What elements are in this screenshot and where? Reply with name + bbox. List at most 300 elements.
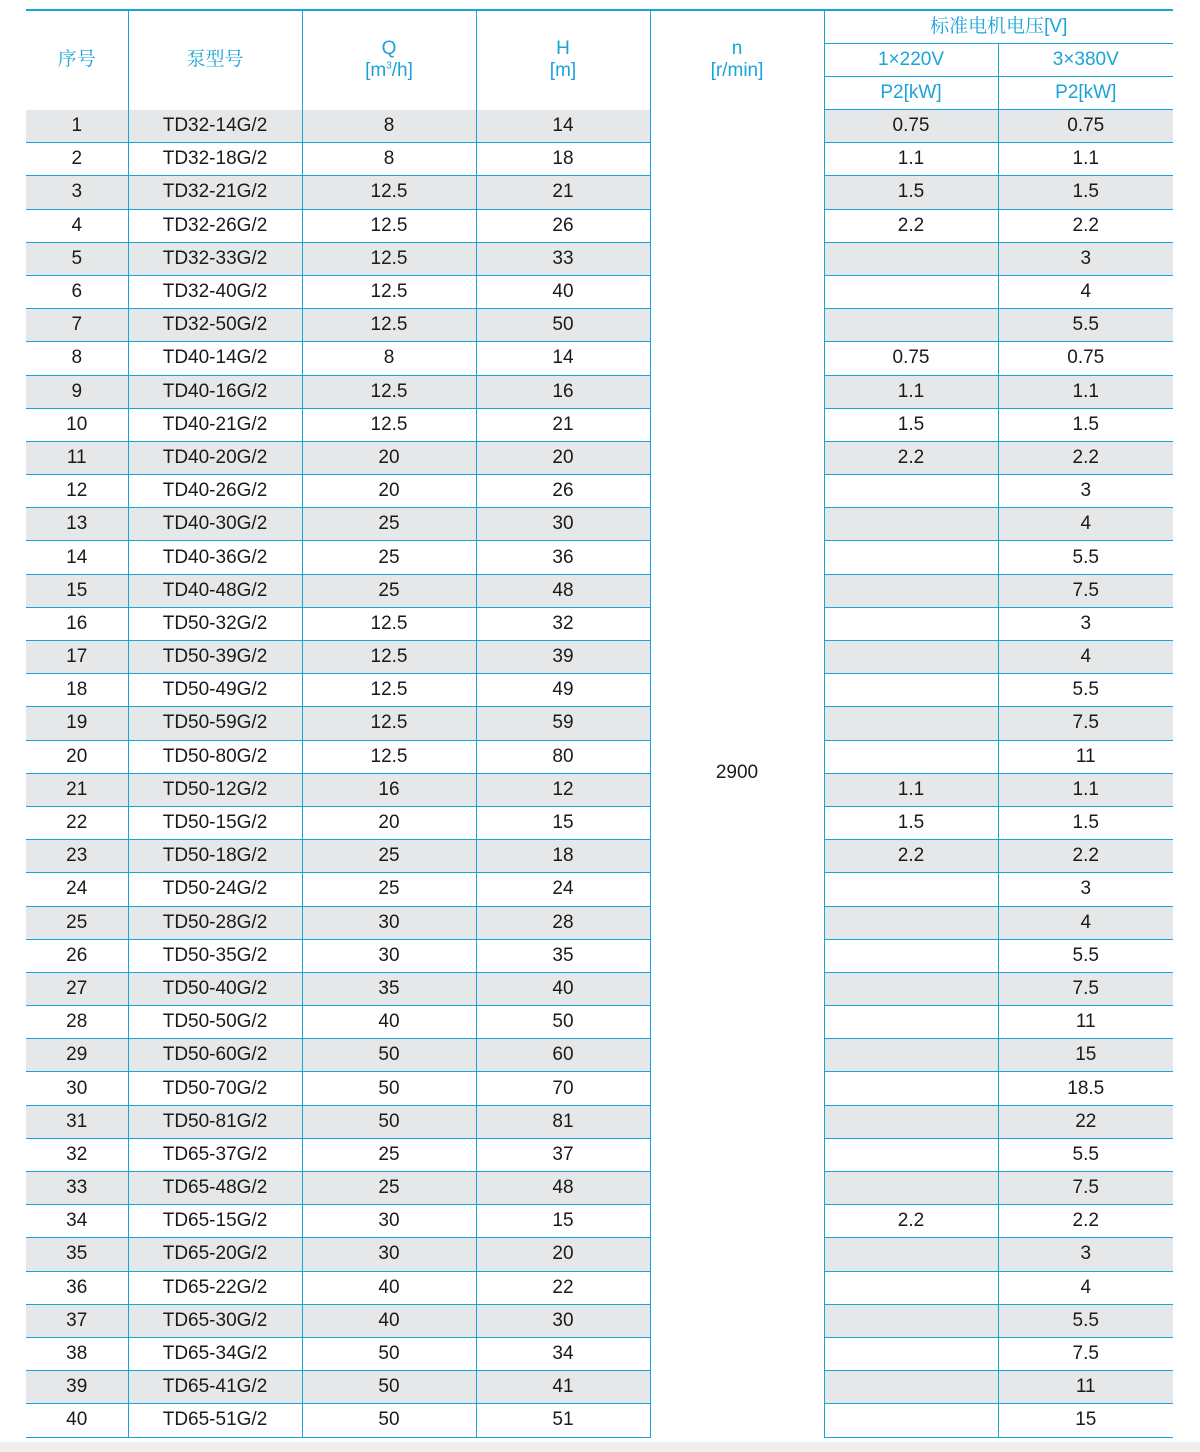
- cell-p2-220v: 0.75: [824, 342, 998, 375]
- cell-p2-220v: [824, 508, 998, 541]
- header-voltage-220: 1×220V: [824, 44, 998, 77]
- cell-q: 50: [302, 1404, 476, 1437]
- cell-h: 50: [476, 1006, 650, 1039]
- cell-h: 48: [476, 574, 650, 607]
- cell-q: 25: [302, 1172, 476, 1205]
- cell-no: 4: [26, 209, 128, 242]
- table-row: [26, 1072, 1173, 1105]
- cell-no: 33: [26, 1172, 128, 1205]
- cell-q: 25: [302, 840, 476, 873]
- cell-p2-380v: 0.75: [998, 342, 1173, 375]
- cell-h: 15: [476, 806, 650, 839]
- header-model: 泵型号: [128, 10, 302, 110]
- cell-model: TD50-50G/2: [128, 1006, 302, 1039]
- cell-no: 26: [26, 939, 128, 972]
- cell-h: 32: [476, 607, 650, 640]
- table-row: [26, 873, 1173, 906]
- cell-p2-380v: 11: [998, 1371, 1173, 1404]
- cell-p2-220v: [824, 574, 998, 607]
- cell-h: 20: [476, 1238, 650, 1271]
- cell-p2-380v: 1.1: [998, 773, 1173, 806]
- cell-no: 28: [26, 1006, 128, 1039]
- cell-p2-380v: 7.5: [998, 1337, 1173, 1370]
- cell-p2-220v: [824, 972, 998, 1005]
- cell-h: 14: [476, 110, 650, 143]
- cell-h: 39: [476, 641, 650, 674]
- cell-no: 5: [26, 242, 128, 275]
- table-row: [26, 275, 1173, 308]
- table-row: [26, 441, 1173, 474]
- cell-no: 30: [26, 1072, 128, 1105]
- cell-h: 21: [476, 176, 650, 209]
- cell-h: 34: [476, 1337, 650, 1370]
- cell-p2-380v: 5.5: [998, 939, 1173, 972]
- table-row: [26, 1105, 1173, 1138]
- cell-p2-220v: 2.2: [824, 1205, 998, 1238]
- cell-p2-220v: [824, 873, 998, 906]
- cell-p2-380v: 3: [998, 607, 1173, 640]
- table-row: [26, 242, 1173, 275]
- cell-p2-380v: 7.5: [998, 1172, 1173, 1205]
- table-row: [26, 1039, 1173, 1072]
- cell-no: 18: [26, 674, 128, 707]
- cell-model: TD65-48G/2: [128, 1172, 302, 1205]
- cell-p2-380v: 11: [998, 1006, 1173, 1039]
- table-row: [26, 1337, 1173, 1370]
- cell-model: TD65-22G/2: [128, 1271, 302, 1304]
- cell-q: 12.5: [302, 641, 476, 674]
- cell-model: TD50-39G/2: [128, 641, 302, 674]
- cell-model: TD32-18G/2: [128, 143, 302, 176]
- cell-no: 40: [26, 1404, 128, 1437]
- cell-model: TD40-48G/2: [128, 574, 302, 607]
- cell-model: TD40-36G/2: [128, 541, 302, 574]
- table-row: [26, 110, 1173, 143]
- cell-no: 29: [26, 1039, 128, 1072]
- cell-p2-380v: 1.5: [998, 408, 1173, 441]
- header-voltage-380: 3×380V: [998, 44, 1173, 77]
- cell-h: 24: [476, 873, 650, 906]
- table-row: [26, 939, 1173, 972]
- header-h-label: H: [556, 38, 570, 60]
- table-row: [26, 574, 1173, 607]
- cell-q: 8: [302, 143, 476, 176]
- cell-p2-220v: [824, 1404, 998, 1437]
- table-row: [26, 1238, 1173, 1271]
- cell-h: 16: [476, 375, 650, 408]
- cell-q: 50: [302, 1105, 476, 1138]
- cell-h: 49: [476, 674, 650, 707]
- cell-model: TD65-41G/2: [128, 1371, 302, 1404]
- cell-q: 30: [302, 1205, 476, 1238]
- header-q-label: Q: [381, 38, 397, 60]
- cell-p2-380v: 7.5: [998, 707, 1173, 740]
- header-q-unit-post: /h]: [391, 60, 413, 82]
- cell-p2-380v: 2.2: [998, 840, 1173, 873]
- cell-p2-380v: 4: [998, 906, 1173, 939]
- header-q-unit: [303, 60, 476, 82]
- cell-p2-380v: 2.2: [998, 209, 1173, 242]
- cell-no: 13: [26, 508, 128, 541]
- cell-p2-380v: 11: [998, 740, 1173, 773]
- cell-p2-380v: 5.5: [998, 309, 1173, 342]
- cell-model: TD50-70G/2: [128, 1072, 302, 1105]
- cell-p2-220v: 2.2: [824, 209, 998, 242]
- cell-model: TD32-33G/2: [128, 242, 302, 275]
- cell-p2-220v: [824, 1337, 998, 1370]
- cell-p2-380v: 3: [998, 1238, 1173, 1271]
- cell-p2-220v: [824, 1371, 998, 1404]
- cell-model: TD65-30G/2: [128, 1304, 302, 1337]
- cell-h: 20: [476, 441, 650, 474]
- cell-no: 3: [26, 176, 128, 209]
- cell-p2-380v: 4: [998, 641, 1173, 674]
- cell-q: 40: [302, 1304, 476, 1337]
- cell-p2-220v: 1.5: [824, 408, 998, 441]
- header-h-unit: [m]: [549, 60, 577, 82]
- table-row: [26, 1006, 1173, 1039]
- header-q-unit-sup: 3: [386, 60, 392, 72]
- cell-q: 12.5: [302, 408, 476, 441]
- header-q: [302, 10, 476, 110]
- cell-q: 12.5: [302, 209, 476, 242]
- cell-h: 18: [476, 840, 650, 873]
- cell-q: 8: [302, 342, 476, 375]
- header-voltage-group: 标准电机电压[V]: [824, 10, 1173, 44]
- cell-no: 17: [26, 641, 128, 674]
- cell-p2-380v: 4: [998, 1271, 1173, 1304]
- cell-p2-380v: 1.1: [998, 143, 1173, 176]
- cell-model: TD50-15G/2: [128, 806, 302, 839]
- cell-h: 14: [476, 342, 650, 375]
- cell-model: TD65-51G/2: [128, 1404, 302, 1437]
- cell-p2-220v: [824, 1172, 998, 1205]
- cell-q: 50: [302, 1371, 476, 1404]
- table-row: [26, 143, 1173, 176]
- cell-p2-220v: [824, 242, 998, 275]
- cell-no: 23: [26, 840, 128, 873]
- cell-no: 8: [26, 342, 128, 375]
- cell-h: 37: [476, 1138, 650, 1171]
- cell-q: 16: [302, 773, 476, 806]
- header-n-unit: [r/min]: [710, 60, 764, 82]
- table-row: [26, 475, 1173, 508]
- cell-h: 35: [476, 939, 650, 972]
- cell-q: 12.5: [302, 375, 476, 408]
- cell-model: TD40-16G/2: [128, 375, 302, 408]
- table-row: [26, 1205, 1173, 1238]
- table-body: [26, 110, 1173, 1438]
- table-row: [26, 740, 1173, 773]
- cell-h: 26: [476, 475, 650, 508]
- cell-p2-220v: 1.1: [824, 143, 998, 176]
- cell-p2-220v: [824, 1072, 998, 1105]
- cell-q: 50: [302, 1072, 476, 1105]
- cell-p2-220v: 1.1: [824, 375, 998, 408]
- cell-p2-220v: [824, 674, 998, 707]
- table-row: [26, 176, 1173, 209]
- table-row: [26, 1304, 1173, 1337]
- header-n: [650, 10, 824, 110]
- cell-p2-220v: [824, 1238, 998, 1271]
- table-row: [26, 1138, 1173, 1171]
- cell-model: TD32-50G/2: [128, 309, 302, 342]
- cell-p2-380v: 4: [998, 275, 1173, 308]
- cell-model: TD50-12G/2: [128, 773, 302, 806]
- table-row: [26, 806, 1173, 839]
- cell-model: TD65-15G/2: [128, 1205, 302, 1238]
- cell-model: TD40-21G/2: [128, 408, 302, 441]
- cell-h: 22: [476, 1271, 650, 1304]
- cell-q: 12.5: [302, 607, 476, 640]
- cell-no: 25: [26, 906, 128, 939]
- cell-q: 25: [302, 873, 476, 906]
- cell-p2-220v: [824, 475, 998, 508]
- cell-p2-380v: 5.5: [998, 541, 1173, 574]
- cell-p2-380v: 3: [998, 242, 1173, 275]
- cell-p2-380v: 2.2: [998, 441, 1173, 474]
- cell-h: 21: [476, 408, 650, 441]
- table-row: [26, 972, 1173, 1005]
- cell-h: 48: [476, 1172, 650, 1205]
- cell-model: TD40-14G/2: [128, 342, 302, 375]
- cell-q: 30: [302, 1238, 476, 1271]
- cell-p2-220v: 2.2: [824, 840, 998, 873]
- cell-q: 12.5: [302, 176, 476, 209]
- cell-model: TD50-28G/2: [128, 906, 302, 939]
- cell-q: 25: [302, 541, 476, 574]
- cell-h: 33: [476, 242, 650, 275]
- cell-q: 12.5: [302, 707, 476, 740]
- table-row: [26, 209, 1173, 242]
- pump-spec-table-container: [26, 9, 1173, 1438]
- cell-model: TD40-20G/2: [128, 441, 302, 474]
- header-power-220: P2[kW]: [824, 77, 998, 110]
- cell-p2-220v: [824, 309, 998, 342]
- cell-q: 30: [302, 906, 476, 939]
- table-row: [26, 773, 1173, 806]
- cell-h: 30: [476, 508, 650, 541]
- cell-q: 40: [302, 1271, 476, 1304]
- cell-h: 51: [476, 1404, 650, 1437]
- header-no: 序号: [26, 10, 128, 110]
- cell-p2-220v: [824, 1271, 998, 1304]
- cell-p2-220v: [824, 1138, 998, 1171]
- cell-p2-220v: [824, 275, 998, 308]
- cell-no: 15: [26, 574, 128, 607]
- cell-q: 12.5: [302, 740, 476, 773]
- cell-no: 10: [26, 408, 128, 441]
- cell-model: TD32-26G/2: [128, 209, 302, 242]
- table-row: [26, 408, 1173, 441]
- cell-p2-380v: 1.5: [998, 176, 1173, 209]
- cell-q: 25: [302, 1138, 476, 1171]
- table-row: [26, 840, 1173, 873]
- cell-model: TD32-21G/2: [128, 176, 302, 209]
- cell-p2-220v: [824, 1105, 998, 1138]
- cell-p2-220v: 0.75: [824, 110, 998, 143]
- table-row: [26, 707, 1173, 740]
- table-row: [26, 674, 1173, 707]
- cell-h: 50: [476, 309, 650, 342]
- cell-no: 37: [26, 1304, 128, 1337]
- cell-no: 21: [26, 773, 128, 806]
- cell-p2-380v: 3: [998, 475, 1173, 508]
- table-row: [26, 1172, 1173, 1205]
- table-row: [26, 375, 1173, 408]
- cell-q: 20: [302, 441, 476, 474]
- cell-q: 50: [302, 1337, 476, 1370]
- cell-p2-380v: 1.1: [998, 375, 1173, 408]
- cell-no: 38: [26, 1337, 128, 1370]
- cell-model: TD50-60G/2: [128, 1039, 302, 1072]
- cell-h: 81: [476, 1105, 650, 1138]
- cell-h: 70: [476, 1072, 650, 1105]
- cell-model: TD65-20G/2: [128, 1238, 302, 1271]
- cell-no: 1: [26, 110, 128, 143]
- cell-h: 18: [476, 143, 650, 176]
- cell-h: 60: [476, 1039, 650, 1072]
- cell-no: 12: [26, 475, 128, 508]
- cell-model: TD50-18G/2: [128, 840, 302, 873]
- cell-q: 12.5: [302, 309, 476, 342]
- cell-model: TD50-24G/2: [128, 873, 302, 906]
- cell-model: TD50-32G/2: [128, 607, 302, 640]
- cell-p2-380v: 5.5: [998, 1138, 1173, 1171]
- cell-no: 19: [26, 707, 128, 740]
- cell-no: 22: [26, 806, 128, 839]
- cell-model: TD50-59G/2: [128, 707, 302, 740]
- cell-model: TD50-40G/2: [128, 972, 302, 1005]
- cell-q: 12.5: [302, 242, 476, 275]
- cell-no: 31: [26, 1105, 128, 1138]
- bottom-divider: [0, 1442, 1200, 1452]
- table-row: [26, 1404, 1173, 1437]
- pump-spec-table: [26, 9, 1173, 1438]
- cell-p2-220v: [824, 1006, 998, 1039]
- cell-p2-220v: 2.2: [824, 441, 998, 474]
- cell-model: TD65-37G/2: [128, 1138, 302, 1171]
- cell-p2-380v: 2.2: [998, 1205, 1173, 1238]
- cell-p2-380v: 5.5: [998, 1304, 1173, 1337]
- cell-h: 41: [476, 1371, 650, 1404]
- cell-q: 40: [302, 1006, 476, 1039]
- cell-q: 12.5: [302, 674, 476, 707]
- cell-p2-220v: [824, 906, 998, 939]
- cell-q: 50: [302, 1039, 476, 1072]
- cell-p2-220v: 1.5: [824, 176, 998, 209]
- cell-no: 2: [26, 143, 128, 176]
- cell-model: TD32-40G/2: [128, 275, 302, 308]
- cell-no: 24: [26, 873, 128, 906]
- cell-q: 30: [302, 939, 476, 972]
- cell-model: TD40-30G/2: [128, 508, 302, 541]
- cell-h: 28: [476, 906, 650, 939]
- cell-p2-220v: [824, 1304, 998, 1337]
- cell-q: 20: [302, 475, 476, 508]
- cell-p2-220v: 1.5: [824, 806, 998, 839]
- cell-p2-380v: 5.5: [998, 674, 1173, 707]
- cell-no: 11: [26, 441, 128, 474]
- table-row: [26, 309, 1173, 342]
- cell-model: TD50-81G/2: [128, 1105, 302, 1138]
- cell-model: TD50-49G/2: [128, 674, 302, 707]
- header-n-label: n: [731, 38, 743, 60]
- cell-no: 20: [26, 740, 128, 773]
- cell-p2-220v: [824, 740, 998, 773]
- cell-q: 25: [302, 508, 476, 541]
- cell-h: 40: [476, 972, 650, 1005]
- cell-model: TD65-34G/2: [128, 1337, 302, 1370]
- cell-h: 12: [476, 773, 650, 806]
- header-q-unit-pre: [m: [365, 60, 387, 82]
- cell-q: 8: [302, 110, 476, 143]
- cell-no: 27: [26, 972, 128, 1005]
- cell-no: 16: [26, 607, 128, 640]
- cell-p2-380v: 0.75: [998, 110, 1173, 143]
- cell-no: 7: [26, 309, 128, 342]
- cell-model: TD50-35G/2: [128, 939, 302, 972]
- cell-q: 12.5: [302, 275, 476, 308]
- cell-q: 35: [302, 972, 476, 1005]
- cell-model: TD40-26G/2: [128, 475, 302, 508]
- cell-h: 15: [476, 1205, 650, 1238]
- cell-p2-220v: 1.1: [824, 773, 998, 806]
- cell-p2-220v: [824, 641, 998, 674]
- cell-q: 20: [302, 806, 476, 839]
- table-row: [26, 541, 1173, 574]
- cell-p2-380v: 22: [998, 1105, 1173, 1138]
- cell-no: 14: [26, 541, 128, 574]
- table-row: [26, 1271, 1173, 1304]
- cell-no: 34: [26, 1205, 128, 1238]
- cell-model: TD32-14G/2: [128, 110, 302, 143]
- cell-p2-220v: [824, 541, 998, 574]
- cell-no: 9: [26, 375, 128, 408]
- cell-h: 26: [476, 209, 650, 242]
- table-row: [26, 641, 1173, 674]
- table-row: [26, 906, 1173, 939]
- table-row: [26, 607, 1173, 640]
- cell-p2-380v: 15: [998, 1404, 1173, 1437]
- cell-p2-380v: 3: [998, 873, 1173, 906]
- cell-no: 36: [26, 1271, 128, 1304]
- cell-model: TD50-80G/2: [128, 740, 302, 773]
- cell-p2-220v: [824, 607, 998, 640]
- table-row: [26, 508, 1173, 541]
- cell-p2-380v: 7.5: [998, 972, 1173, 1005]
- cell-p2-380v: 7.5: [998, 574, 1173, 607]
- cell-p2-380v: 1.5: [998, 806, 1173, 839]
- cell-h: 40: [476, 275, 650, 308]
- table-header: [26, 10, 1173, 110]
- cell-no: 6: [26, 275, 128, 308]
- cell-p2-380v: 4: [998, 508, 1173, 541]
- cell-no: 39: [26, 1371, 128, 1404]
- cell-h: 80: [476, 740, 650, 773]
- header-h: [476, 10, 650, 110]
- cell-h: 36: [476, 541, 650, 574]
- cell-no: 32: [26, 1138, 128, 1171]
- cell-p2-220v: [824, 939, 998, 972]
- cell-p2-220v: [824, 1039, 998, 1072]
- cell-h: 30: [476, 1304, 650, 1337]
- cell-p2-380v: 15: [998, 1039, 1173, 1072]
- cell-no: 35: [26, 1238, 128, 1271]
- table-row: [26, 342, 1173, 375]
- cell-q: 25: [302, 574, 476, 607]
- cell-h: 59: [476, 707, 650, 740]
